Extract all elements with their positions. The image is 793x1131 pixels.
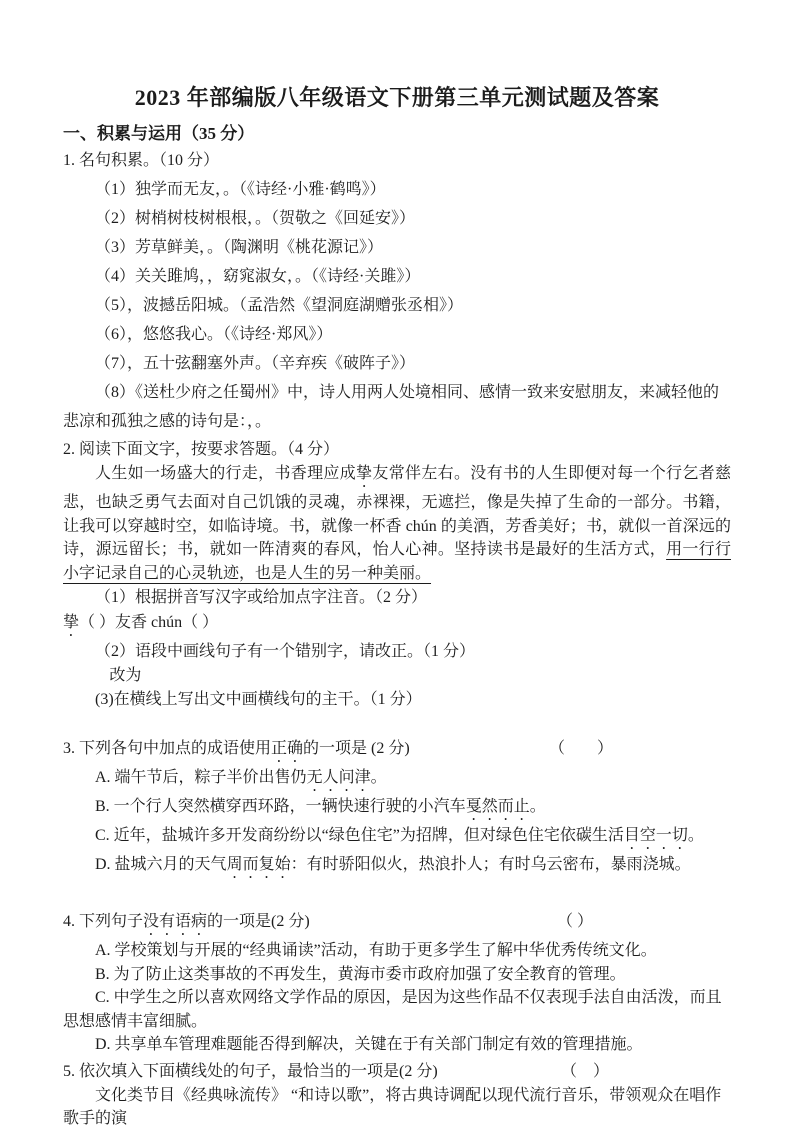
question-2-sub-2: （2）语段中画线句子有一个错别字，请改正。（1 分）: [95, 643, 476, 660]
question-2-sub-2-answer-blank: 改为: [109, 667, 142, 684]
question-3-stem-pre: 3. 下列各句中加点的成语使用: [63, 740, 272, 757]
option-text: B. 一个行人突然横穿西环路，一辆快速行驶的小汽车: [95, 798, 466, 815]
option-text: 。: [370, 769, 387, 786]
question-2-stem: 2. 阅读下面文字，按要求答题。（4 分）: [63, 441, 340, 458]
question-4-block: [63, 910, 731, 1057]
question-4-option-c: C. 中学生之所以喜欢网络文学作品的原因，是因为这些作品不仅表现手法自由活泼，而且思想感情丰富细腻。: [63, 989, 722, 1030]
question-2-block: [63, 438, 731, 712]
question-1-block: [63, 147, 731, 436]
question-1-item-1: （1）独学而无友，。（《诗经·小雅·鹤鸣》）: [95, 181, 386, 198]
question-3-option-b: [63, 795, 731, 824]
question-3-option-c: [63, 824, 731, 853]
question-4-stem: [63, 910, 731, 939]
pinyin-line-rest: （ ）友香 chún（ ）: [79, 614, 219, 631]
question-2-pinyin-line: [63, 610, 731, 640]
passage-underlined-sentence: 用一行行小字记录自己的心灵轨迹，也是人生的另一种美丽。: [63, 541, 731, 582]
question-3-stem-text: [63, 737, 410, 766]
question-4-stem-pre: 4. 下列句子: [63, 913, 144, 930]
question-2-sub-3: (3)在横线上写出文中画横线句的主干。（1 分）: [95, 691, 422, 708]
question-1-item-6: （6），悠悠我心。（《诗经·郑风》）: [95, 326, 333, 343]
question-5-lead-paragraph: 文化类节目《经典咏流传》 “和诗以歌”，将古典诗调配以现代流行音乐，带领观众在唱作歌手的演: [63, 1086, 722, 1127]
question-3-option-a: [63, 766, 731, 795]
question-5-block: [63, 1060, 731, 1131]
pinyin-emphasized-char: 挚: [63, 614, 80, 631]
question-1-stem: 1. 名句积累。（10 分）: [63, 152, 220, 169]
question-1-item-2: （2）树梢树枝树根根，。（贺敬之《回延安》）: [95, 210, 416, 227]
page-title: 2023 年部编版八年级语文下册第三单元测试题及答案: [134, 85, 660, 110]
question-4-option-a: A. 学校策划与开展的“经典诵读”活动，有助于更多学生了解中华优秀传统文化。: [95, 942, 657, 959]
question-4-option-b: B. 为了防止这类事故的不再发生，黄海市委市政府加强了安全教育的管理。: [95, 965, 626, 983]
question-2-sub-1: （1）根据拼音写汉字或给加点字注音。（2 分）: [95, 589, 428, 606]
option-text: A. 端午节后，粽子半价出售仍: [95, 769, 307, 786]
question-3-stem: [63, 737, 731, 766]
option-text: 。: [687, 827, 704, 844]
question-2-passage: [63, 462, 731, 585]
question-1-item-4: （4）关关雎鸠，，窈窕淑女，。（《诗经·关雎》）: [95, 268, 421, 285]
question-5-stem: [63, 1060, 731, 1084]
option-idiom-emphasis: 周而复始: [226, 856, 291, 873]
option-idiom-emphasis: 目空一切: [623, 827, 688, 844]
question-4-stem-text: [63, 910, 310, 939]
passage-emphasized-char: 挚: [356, 465, 373, 482]
option-text: ：有时骄阳似火，热浪扑人；有时乌云密布，暴雨浇城。: [290, 856, 691, 873]
option-text: 。: [529, 798, 546, 815]
question-1-item-8: （8）《送杜少府之任蜀州》中，诗人用两人处境相同、感情一致来安慰朋友，来减轻他的悲凉和孤独之感的诗句是：，。: [63, 384, 720, 430]
question-1-item-7: （7），五十弦翻塞外声。（辛弃疾《破阵子》）: [95, 355, 416, 372]
question-3-stem-post: 的一项是 (2 分): [303, 740, 410, 757]
question-3-block: [63, 737, 731, 882]
question-4-option-d: D. 共享单车管理难题能否得到解决，关键在于有关部门制定有效的管理措施。: [95, 1036, 643, 1053]
question-1-item-5: （5），波撼岳阳城。（孟浩然《望洞庭湖赠张丞相》）: [95, 297, 464, 314]
passage-text-mid: 友常伴左右。没有书的人生即便对每一个行乞者慈悲，也缺乏勇气去面对自己饥饿的灵魂，赤裸裸，无遮拦，像是失掉了生命的一部分。书籍，让我可以穿越时空，如临诗境。书，就像一杯香 chún 的美酒，芳香美好；书，就似一首深远的诗，源远留长；书，就如一阵清爽的春风，怡人心神。坚持读书是最好的生活方式，: [63, 465, 731, 558]
option-idiom-emphasis: 无人问津: [306, 769, 371, 786]
question-3-stem-emphasis: 正确: [271, 740, 304, 757]
option-text: C. 近年，盐城许多开发商纷纷以“绿色住宅”为招牌，但对绿色住宅依碳生活: [95, 827, 624, 844]
section-one-header: 一、积累与运用（35 分）: [63, 124, 255, 143]
question-5-stem-text: 5. 依次填入下面横线处的句子，最恰当的一项是(2 分): [63, 1062, 438, 1080]
question-3-answer-bracket: （ ）: [548, 740, 613, 757]
option-idiom-emphasis: 戛然而止: [465, 798, 530, 815]
question-1-item-3: （3）芳草鲜美，。（陶渊明《桃花源记》）: [95, 239, 384, 256]
question-4-stem-post: 的一项是(2 分): [207, 913, 310, 930]
passage-text-pre: 人生如一场盛大的行走，书香理应成: [95, 465, 357, 482]
question-4-answer-bracket: （ ）: [556, 913, 593, 930]
question-3-option-d: [63, 853, 731, 882]
question-5-answer-bracket: （ ）: [560, 1062, 609, 1080]
question-4-stem-emphasis: 没有语病: [143, 913, 208, 930]
option-text: D. 盐城六月的天气: [95, 856, 227, 873]
